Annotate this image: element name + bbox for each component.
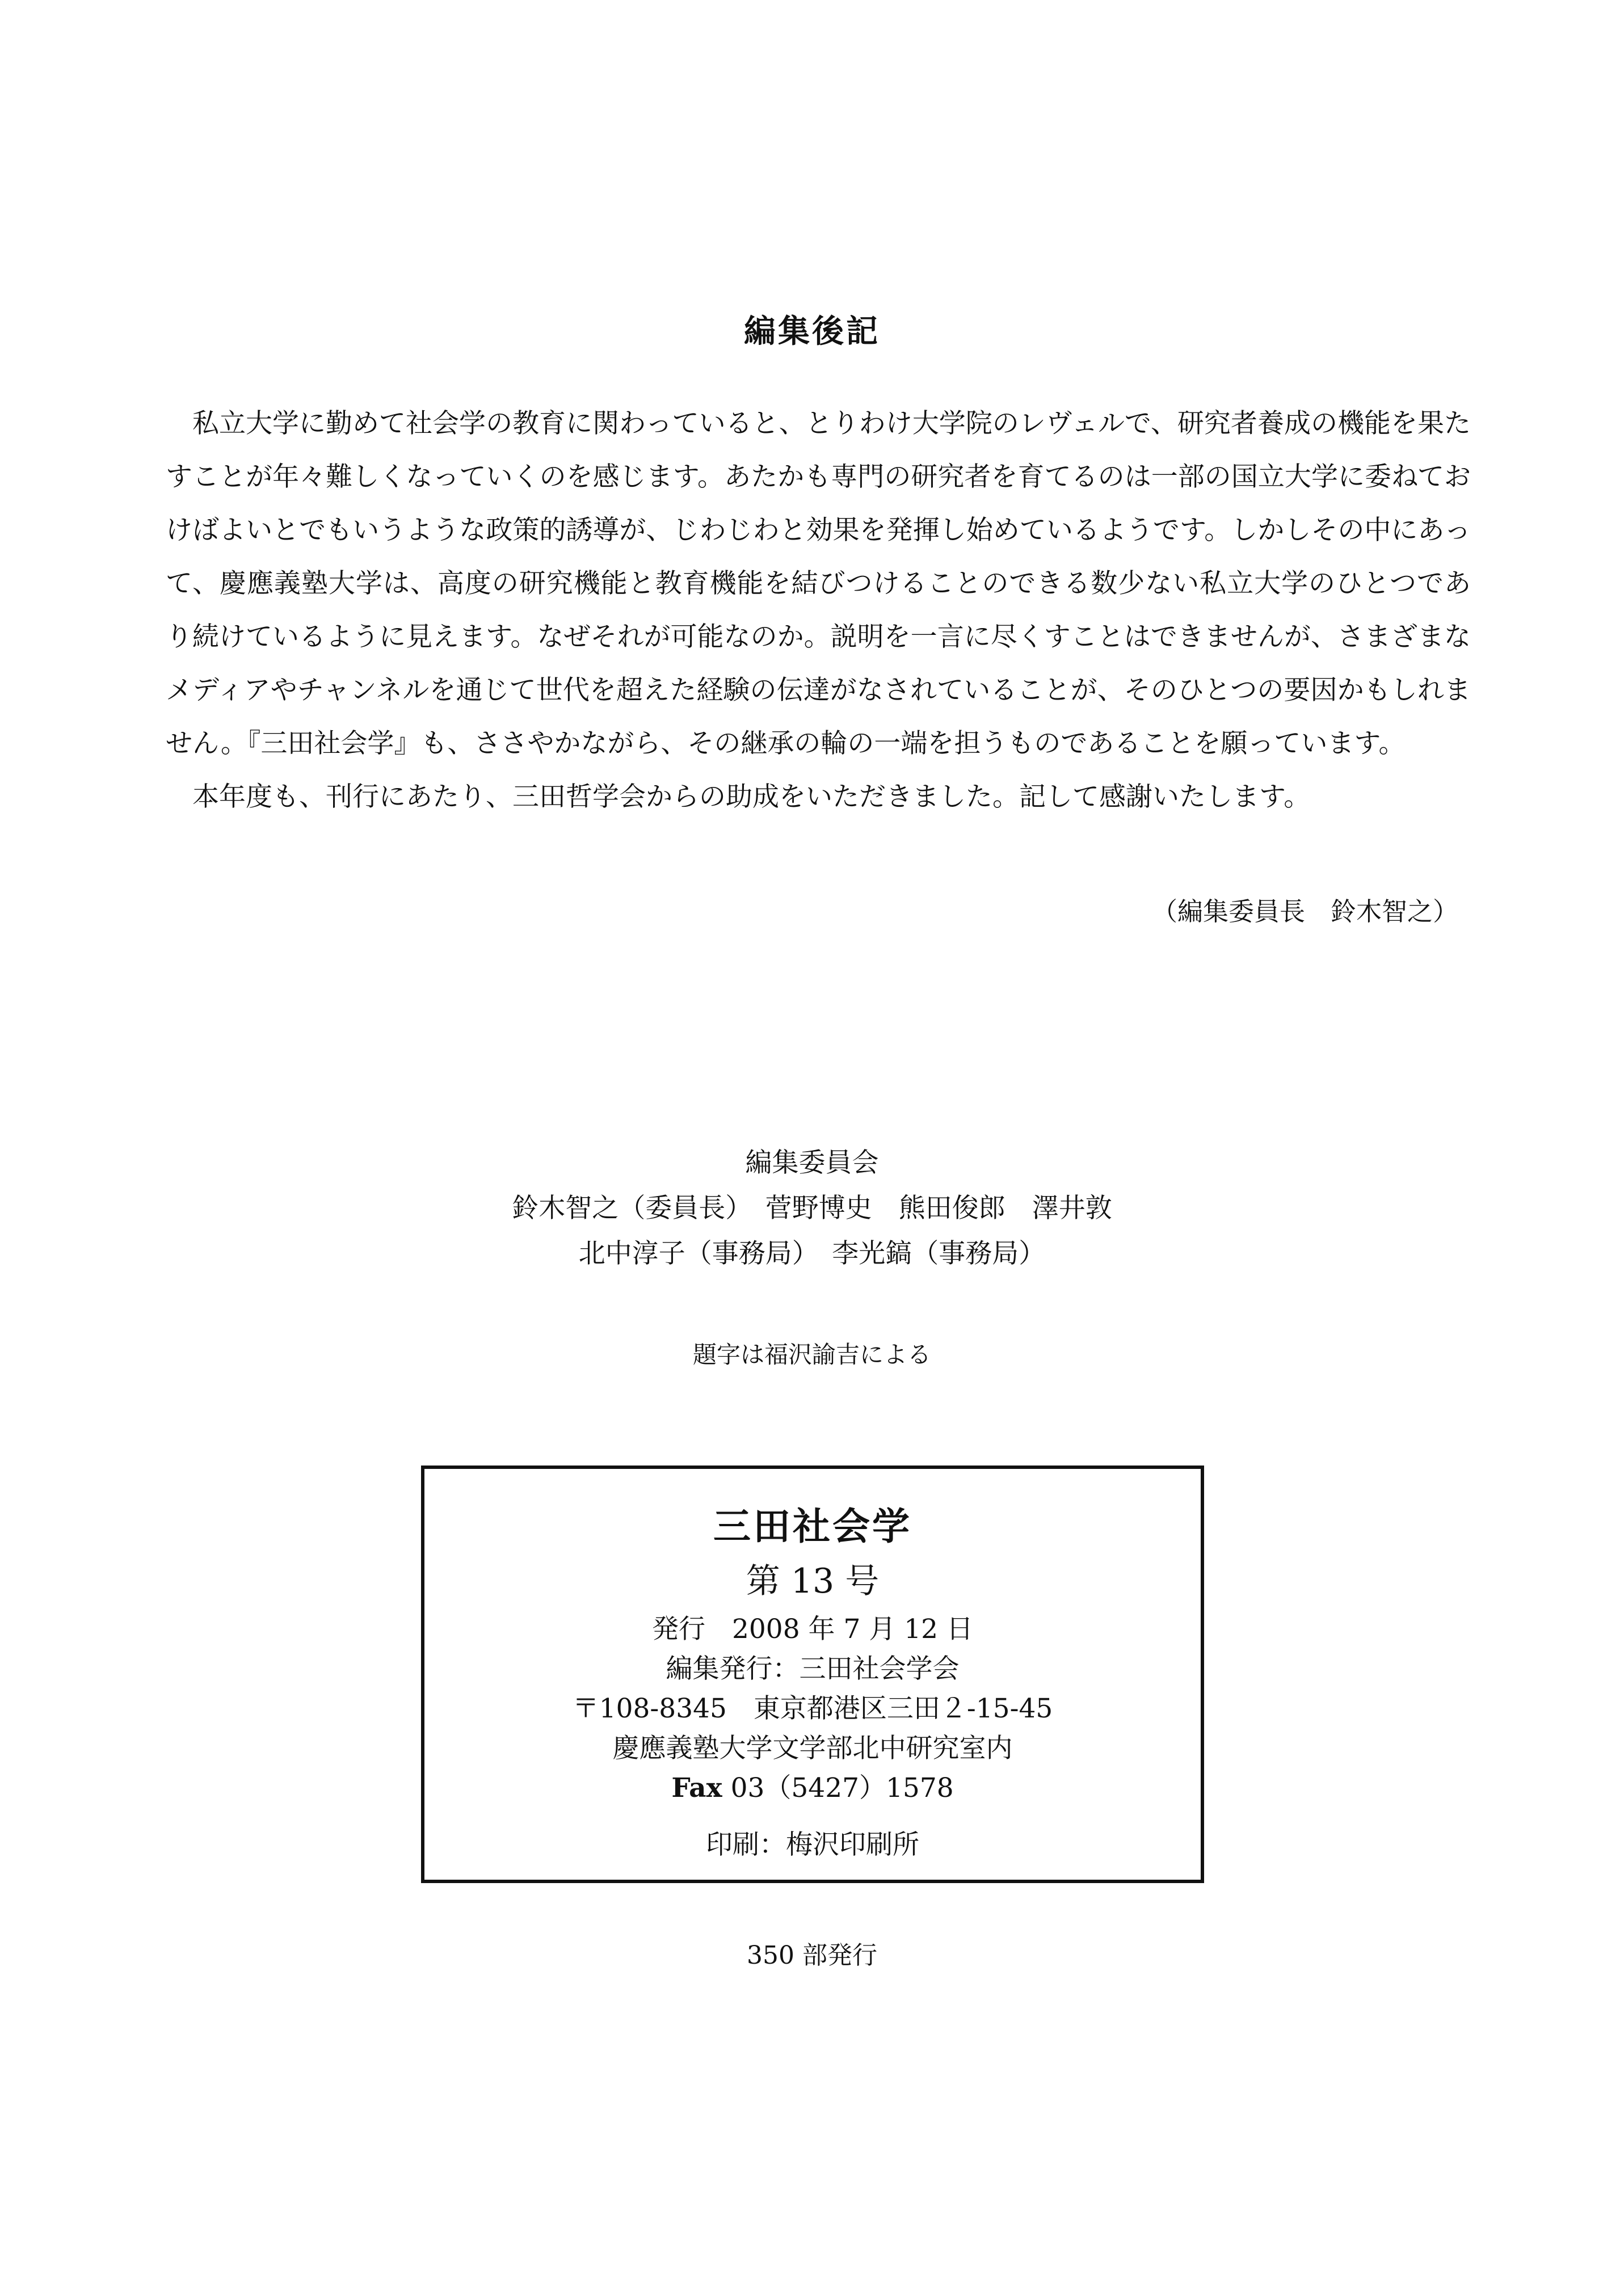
fax-line — [424, 1767, 1201, 1805]
fax-label: Fax — [671, 1772, 722, 1804]
printer: 印刷：梅沢印刷所 — [706, 1829, 919, 1860]
calligraphy-note: 題字は福沢諭吉による — [692, 1341, 931, 1368]
fax-number: 03（5427）1578 — [722, 1772, 954, 1804]
colophon-box — [421, 1466, 1204, 1883]
journal-name: 三田社会学 — [713, 1505, 912, 1548]
publisher: 編集発行：三田社会学会 — [666, 1653, 960, 1685]
afterword-paragraph: 私立大学に勤めて社会学の教育に関わっていると、とりわけ大学院のレヴェルで、研究者養成の機能を果たすことが年々難しくなっていくのを感じます。あたかも専門の研究者を育てるのは一部の国立大学に委ねておけばよいとでもいうような政策的誘導が、じわじわと効果を発揮し始めているようです。しかしその中にあって、慶應義塾大学は、高度の研究機能と教育機能を結びつけることのできる数少ない私立大学のひとつであり続けているように見えます。なぜそれが可能なのか。説明を一言に尽くすことはできませんが、さまざまなメディアやチャンネルを通じて世代を超えた経験の伝達がなされていることが、そのひとつの要因かもしれません。『三田社会学』も、ささやかながら、その継承の輪の一端を担うものであることを願っています。 — [166, 408, 1471, 759]
afterword-paragraph: 本年度も、刊行にあたり、三田哲学会からの助成をいただきました。記して感謝いたします。 — [192, 781, 1311, 812]
editorial-committee — [0, 1140, 1624, 1277]
committee-heading: 編集委員会 — [745, 1147, 879, 1178]
publication-date: 発行 2008 年 7 月 12 日 — [651, 1614, 974, 1645]
afterword-title: 編集後記 — [744, 313, 880, 350]
postal-address: 〒108-8345 東京都港区三田２-15-45 — [572, 1693, 1053, 1724]
issue-number: 第 13 号 — [746, 1561, 880, 1601]
office-location: 慶應義塾大学文学部北中研究室内 — [612, 1733, 1013, 1764]
committee-members-line: 鈴木智之（委員長） 菅野博史 熊田俊郎 澤井敦 — [512, 1193, 1112, 1224]
committee-members-line: 北中淳子（事務局） 李光鎬（事務局） — [578, 1238, 1046, 1269]
afterword-signature: （編集委員長 鈴木智之） — [1151, 896, 1458, 927]
circulation-count: 350 部発行 — [747, 1941, 877, 1970]
afterword-body — [166, 397, 1471, 824]
